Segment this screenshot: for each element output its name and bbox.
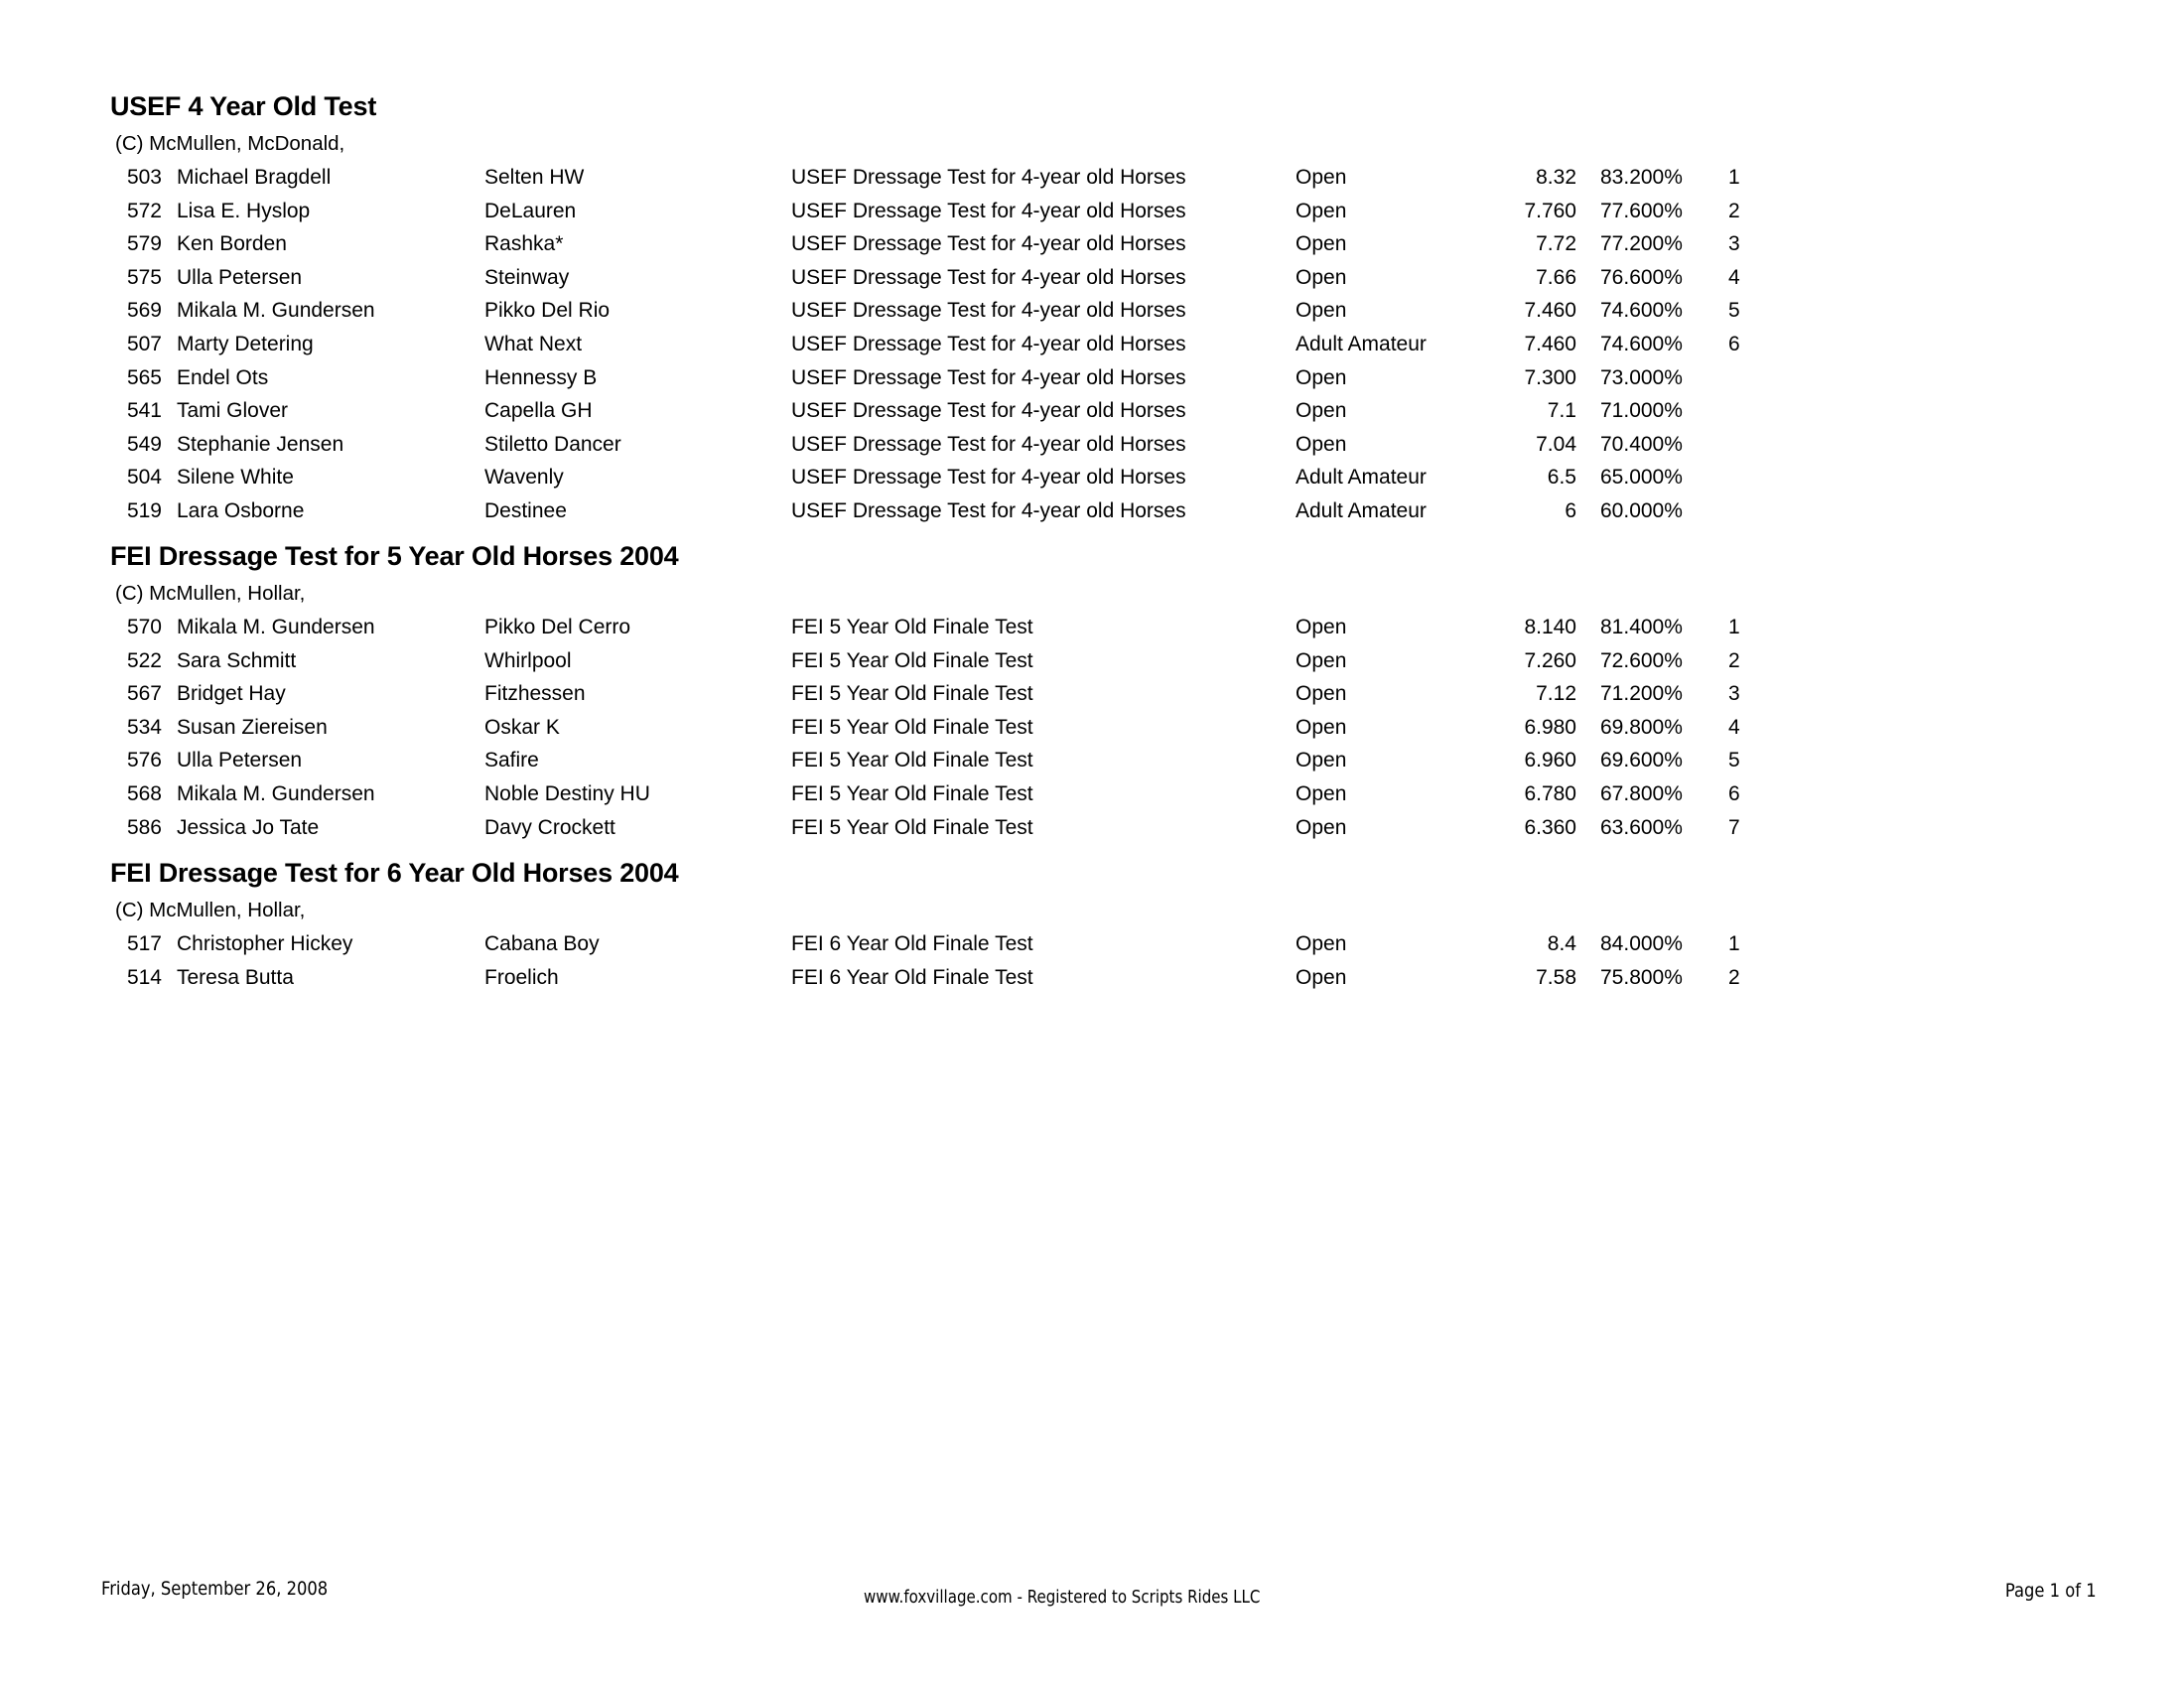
division: Open xyxy=(1296,166,1347,189)
test-name: FEI 5 Year Old Finale Test xyxy=(791,616,1033,638)
test-name: FEI 5 Year Old Finale Test xyxy=(791,781,1033,805)
division: Open xyxy=(1296,749,1347,773)
result-row xyxy=(0,466,2184,499)
result-row xyxy=(0,266,2184,300)
percentage: 76.600% xyxy=(1600,265,1683,289)
horse-name: Steinway xyxy=(484,265,570,289)
test-name: USEF Dressage Test for 4-year old Horses xyxy=(791,232,1186,256)
result-row xyxy=(0,682,2184,716)
test-name: USEF Dressage Test for 4-year old Horses xyxy=(791,265,1186,289)
rider-name: Lisa E. Hyslop xyxy=(177,199,311,222)
test-name: FEI 5 Year Old Finale Test xyxy=(791,749,1033,773)
result-row xyxy=(0,716,2184,750)
division: Open xyxy=(1296,299,1347,323)
division: Open xyxy=(1296,815,1347,839)
footer-registration: www.foxvillage.com - Registered to Scripts Rides LLC xyxy=(864,1588,1261,1608)
percentage: 73.000% xyxy=(1600,365,1683,389)
results-table xyxy=(0,616,2184,849)
placing: 1 xyxy=(1728,166,1740,189)
placing: 7 xyxy=(1728,815,1740,839)
score: 7.1 xyxy=(1547,399,1576,423)
score: 6 xyxy=(1565,498,1576,522)
rider-name: Ulla Petersen xyxy=(177,265,303,289)
footer-page-number: Page 1 of 1 xyxy=(2005,1580,2097,1602)
percentage: 71.200% xyxy=(1600,682,1683,706)
entry-number: 507 xyxy=(126,332,162,355)
horse-name: Davy Crockett xyxy=(484,815,615,839)
horse-name: Capella GH xyxy=(484,399,593,423)
test-name: USEF Dressage Test for 4-year old Horses xyxy=(791,166,1186,189)
result-row xyxy=(0,333,2184,366)
test-name: USEF Dressage Test for 4-year old Horses xyxy=(791,332,1186,355)
footer-date: Friday, September 26, 2008 xyxy=(101,1578,329,1600)
judges-line: (C) McMullen, Hollar, xyxy=(115,899,306,921)
horse-name: Noble Destiny HU xyxy=(484,781,650,805)
entry-number: 568 xyxy=(126,781,162,805)
score: 6.960 xyxy=(1524,749,1576,773)
placing: 2 xyxy=(1728,199,1740,222)
rider-name: Marty Detering xyxy=(177,332,314,355)
rider-name: Lara Osborne xyxy=(177,498,305,522)
percentage: 81.400% xyxy=(1600,616,1683,638)
division: Open xyxy=(1296,648,1347,672)
rider-name: Mikala M. Gundersen xyxy=(177,616,375,638)
rider-name: Endel Ots xyxy=(177,365,269,389)
horse-name: Pikko Del Rio xyxy=(484,299,611,323)
horse-name: Wavenly xyxy=(484,466,564,490)
placing: 3 xyxy=(1728,232,1740,256)
result-row xyxy=(0,932,2184,966)
entry-number: 570 xyxy=(126,616,162,638)
score: 8.32 xyxy=(1536,166,1576,189)
placing: 3 xyxy=(1728,682,1740,706)
percentage: 84.000% xyxy=(1600,932,1683,955)
percentage: 71.000% xyxy=(1600,399,1683,423)
entry-number: 541 xyxy=(126,399,162,423)
results-table xyxy=(0,932,2184,999)
entry-number: 586 xyxy=(126,815,162,839)
test-name: USEF Dressage Test for 4-year old Horses xyxy=(791,498,1186,522)
score: 7.58 xyxy=(1536,965,1576,989)
score: 6.360 xyxy=(1524,815,1576,839)
result-row xyxy=(0,299,2184,333)
division: Adult Amateur xyxy=(1296,466,1427,490)
horse-name: Selten HW xyxy=(484,166,585,189)
division: Open xyxy=(1296,432,1347,456)
horse-name: What Next xyxy=(484,332,583,355)
test-name: FEI 5 Year Old Finale Test xyxy=(791,682,1033,706)
rider-name: Silene White xyxy=(177,466,294,490)
horse-name: Rashka* xyxy=(484,232,564,256)
entry-number: 504 xyxy=(126,466,162,490)
percentage: 65.000% xyxy=(1600,466,1683,490)
rider-name: Mikala M. Gundersen xyxy=(177,781,375,805)
percentage: 63.600% xyxy=(1600,815,1683,839)
score: 7.760 xyxy=(1524,199,1576,222)
result-row xyxy=(0,166,2184,200)
score: 7.300 xyxy=(1524,365,1576,389)
percentage: 69.600% xyxy=(1600,749,1683,773)
result-row xyxy=(0,232,2184,266)
entry-number: 522 xyxy=(126,648,162,672)
result-row xyxy=(0,366,2184,400)
division: Open xyxy=(1296,265,1347,289)
percentage: 75.800% xyxy=(1600,965,1683,989)
score: 6.980 xyxy=(1524,715,1576,739)
entry-number: 534 xyxy=(126,715,162,739)
rider-name: Michael Bragdell xyxy=(177,166,332,189)
test-name: USEF Dressage Test for 4-year old Horses xyxy=(791,432,1186,456)
division: Open xyxy=(1296,932,1347,955)
horse-name: DeLauren xyxy=(484,199,577,222)
percentage: 60.000% xyxy=(1600,498,1683,522)
rider-name: Teresa Butta xyxy=(177,965,294,989)
horse-name: Destinee xyxy=(484,498,567,522)
result-row xyxy=(0,399,2184,433)
score: 7.72 xyxy=(1536,232,1576,256)
division: Open xyxy=(1296,781,1347,805)
result-row xyxy=(0,649,2184,683)
percentage: 77.600% xyxy=(1600,199,1683,222)
horse-name: Fitzhessen xyxy=(484,682,586,706)
placing: 6 xyxy=(1728,781,1740,805)
rider-name: Stephanie Jensen xyxy=(177,432,344,456)
rider-name: Sara Schmitt xyxy=(177,648,297,672)
rider-name: Mikala M. Gundersen xyxy=(177,299,375,323)
placing: 4 xyxy=(1728,715,1740,739)
horse-name: Stiletto Dancer xyxy=(484,432,621,456)
division: Open xyxy=(1296,715,1347,739)
percentage: 69.800% xyxy=(1600,715,1683,739)
placing: 2 xyxy=(1728,648,1740,672)
test-name: USEF Dressage Test for 4-year old Horses xyxy=(791,299,1186,323)
division: Adult Amateur xyxy=(1296,332,1427,355)
entry-number: 575 xyxy=(126,265,162,289)
result-row xyxy=(0,200,2184,233)
placing: 4 xyxy=(1728,265,1740,289)
score: 7.12 xyxy=(1536,682,1576,706)
score: 8.4 xyxy=(1547,932,1576,955)
judges-line: (C) McMullen, McDonald, xyxy=(115,132,345,155)
score: 7.460 xyxy=(1524,332,1576,355)
horse-name: Hennessy B xyxy=(484,365,598,389)
horse-name: Pikko Del Cerro xyxy=(484,616,631,638)
result-row xyxy=(0,616,2184,649)
percentage: 77.200% xyxy=(1600,232,1683,256)
section-title: USEF 4 Year Old Test xyxy=(110,91,377,121)
entry-number: 517 xyxy=(126,932,162,955)
percentage: 83.200% xyxy=(1600,166,1683,189)
division: Open xyxy=(1296,399,1347,423)
placing: 1 xyxy=(1728,616,1740,638)
entry-number: 576 xyxy=(126,749,162,773)
division: Open xyxy=(1296,965,1347,989)
result-row xyxy=(0,499,2184,533)
test-name: FEI 5 Year Old Finale Test xyxy=(791,815,1033,839)
horse-name: Oskar K xyxy=(484,715,560,739)
entry-number: 579 xyxy=(126,232,162,256)
entry-number: 503 xyxy=(126,166,162,189)
score: 8.140 xyxy=(1524,616,1576,638)
placing: 1 xyxy=(1728,932,1740,955)
entry-number: 572 xyxy=(126,199,162,222)
entry-number: 519 xyxy=(126,498,162,522)
placing: 5 xyxy=(1728,299,1740,323)
test-name: USEF Dressage Test for 4-year old Horses xyxy=(791,466,1186,490)
rider-name: Tami Glover xyxy=(177,399,289,423)
rider-name: Susan Ziereisen xyxy=(177,715,328,739)
percentage: 70.400% xyxy=(1600,432,1683,456)
score: 6.780 xyxy=(1524,781,1576,805)
entry-number: 567 xyxy=(126,682,162,706)
score: 7.260 xyxy=(1524,648,1576,672)
entry-number: 514 xyxy=(126,965,162,989)
results-table xyxy=(0,166,2184,533)
placing: 5 xyxy=(1728,749,1740,773)
test-name: FEI 5 Year Old Finale Test xyxy=(791,715,1033,739)
division: Open xyxy=(1296,232,1347,256)
test-name: FEI 6 Year Old Finale Test xyxy=(791,932,1033,955)
score: 7.460 xyxy=(1524,299,1576,323)
horse-name: Froelich xyxy=(484,965,559,989)
test-name: USEF Dressage Test for 4-year old Horses xyxy=(791,399,1186,423)
result-row xyxy=(0,782,2184,816)
division: Open xyxy=(1296,199,1347,222)
entry-number: 569 xyxy=(126,299,162,323)
percentage: 67.800% xyxy=(1600,781,1683,805)
percentage: 72.600% xyxy=(1600,648,1683,672)
score: 6.5 xyxy=(1547,466,1576,490)
horse-name: Safire xyxy=(484,749,539,773)
rider-name: Christopher Hickey xyxy=(177,932,353,955)
score: 7.66 xyxy=(1536,265,1576,289)
rider-name: Jessica Jo Tate xyxy=(177,815,320,839)
percentage: 74.600% xyxy=(1600,299,1683,323)
test-name: FEI 5 Year Old Finale Test xyxy=(791,648,1033,672)
section-title: FEI Dressage Test for 5 Year Old Horses 2004 xyxy=(110,541,679,571)
result-row xyxy=(0,749,2184,782)
placing: 6 xyxy=(1728,332,1740,355)
test-name: USEF Dressage Test for 4-year old Horses xyxy=(791,199,1186,222)
result-row xyxy=(0,433,2184,467)
result-row xyxy=(0,816,2184,850)
test-name: FEI 6 Year Old Finale Test xyxy=(791,965,1033,989)
test-name: USEF Dressage Test for 4-year old Horses xyxy=(791,365,1186,389)
percentage: 74.600% xyxy=(1600,332,1683,355)
horse-name: Whirlpool xyxy=(484,648,572,672)
score: 7.04 xyxy=(1536,432,1576,456)
division: Adult Amateur xyxy=(1296,498,1427,522)
rider-name: Ken Borden xyxy=(177,232,287,256)
placing: 2 xyxy=(1728,965,1740,989)
judges-line: (C) McMullen, Hollar, xyxy=(115,582,306,605)
rider-name: Bridget Hay xyxy=(177,682,286,706)
entry-number: 549 xyxy=(126,432,162,456)
division: Open xyxy=(1296,682,1347,706)
horse-name: Cabana Boy xyxy=(484,932,600,955)
result-row xyxy=(0,966,2184,1000)
entry-number: 565 xyxy=(126,365,162,389)
division: Open xyxy=(1296,365,1347,389)
section-title: FEI Dressage Test for 6 Year Old Horses 2004 xyxy=(110,858,679,888)
division: Open xyxy=(1296,616,1347,638)
rider-name: Ulla Petersen xyxy=(177,749,303,773)
